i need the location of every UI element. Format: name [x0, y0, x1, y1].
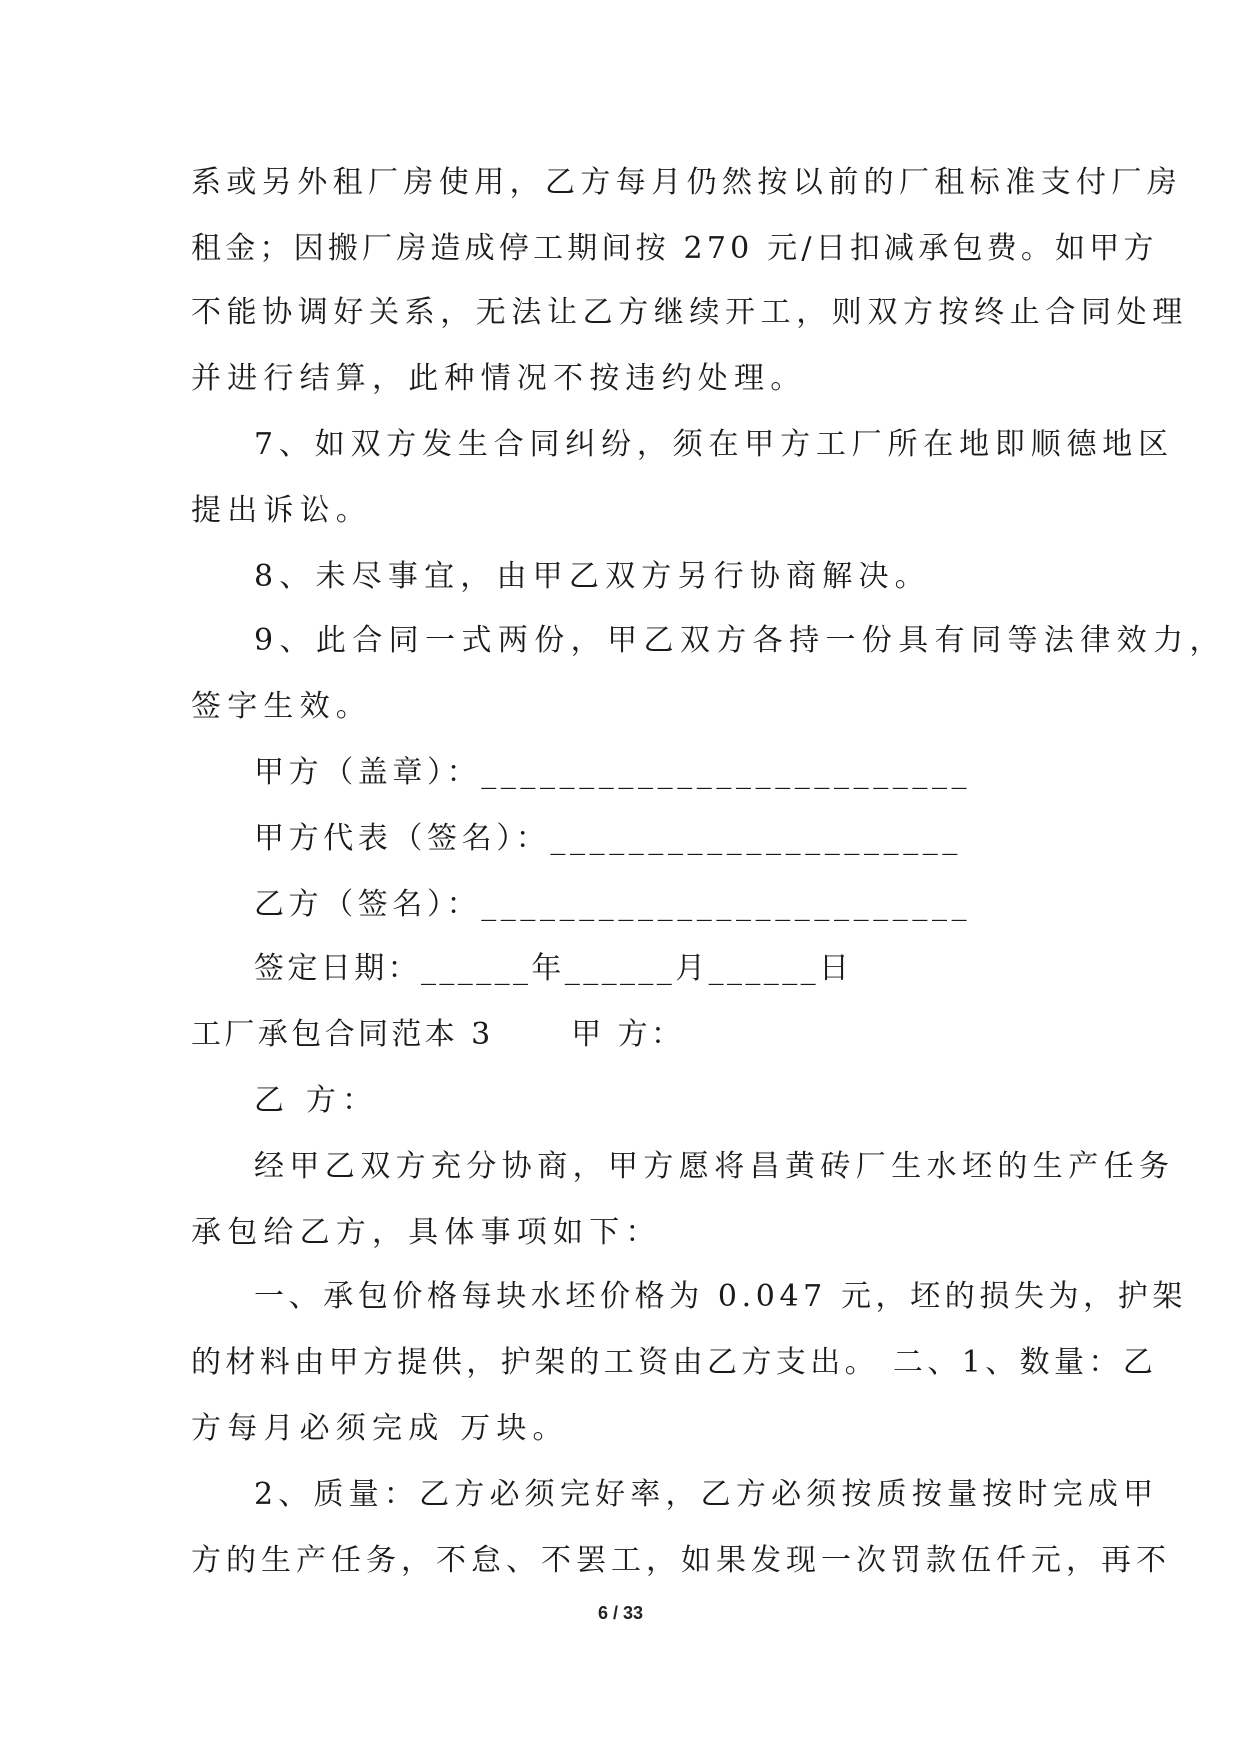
- clause-7: 7、如双方发生合同纠纷，须在甲方工厂所在地即顺德地区: [254, 427, 1174, 462]
- text-line: 方的生产任务，不怠、不罢工，如果发现一次罚款伍仟元，再不: [191, 1543, 1171, 1578]
- clause-price: 一、承包价格每块水坯价格为 0.047 元，坯的损失为，护架: [254, 1279, 1187, 1314]
- text-line: 并进行结算，此种情况不按违约处理。: [191, 361, 807, 396]
- clause-quality: 2、质量：乙方必须完好率，乙方必须按质按量按时完成甲: [254, 1477, 1159, 1512]
- signing-date-field: 签定日期：______年______月______日: [254, 951, 853, 986]
- text-line: 租金；因搬厂房造成停工期间按 270 元/日扣减承包费。如甲方: [191, 231, 1158, 266]
- text-line: 经甲乙双方充分协商，甲方愿将昌黄砖厂生水坯的生产任务: [254, 1149, 1175, 1184]
- text-line: 系或另外租厂房使用，乙方每月仍然按以前的厂租标准支付厂房: [191, 165, 1183, 200]
- party-b-signature-field: 乙方（签名）：_________________________: [254, 887, 972, 922]
- party-b-label: 乙 方：: [254, 1083, 379, 1118]
- text-line: 的材料由甲方提供，护架的工资由乙方支出。 二、1、数量：乙: [191, 1345, 1158, 1380]
- clause-8: 8、未尽事宜，由甲乙双方另行协商解决。: [254, 559, 931, 594]
- clause-9: 9、此合同一式两份，甲乙双方各持一份具有同等法律效力，: [254, 623, 1226, 658]
- text-line: 承包给乙方，具体事项如下：: [191, 1215, 662, 1250]
- text-line: 提出诉讼。: [191, 493, 372, 528]
- party-a-seal-field: 甲方（盖章）：_________________________: [254, 755, 972, 790]
- section-heading: 工厂承包合同范本 3 甲 方：: [191, 1017, 685, 1052]
- text-line: 方每月必须完成 万块。: [191, 1411, 569, 1446]
- text-line: 签字生效。: [191, 689, 372, 724]
- page-number: 6 / 33: [597, 1603, 644, 1623]
- party-a-representative-field: 甲方代表（签名）：_____________________: [254, 821, 962, 856]
- text-line: 不能协调好关系，无法让乙方继续开工，则双方按终止合同处理: [191, 295, 1188, 330]
